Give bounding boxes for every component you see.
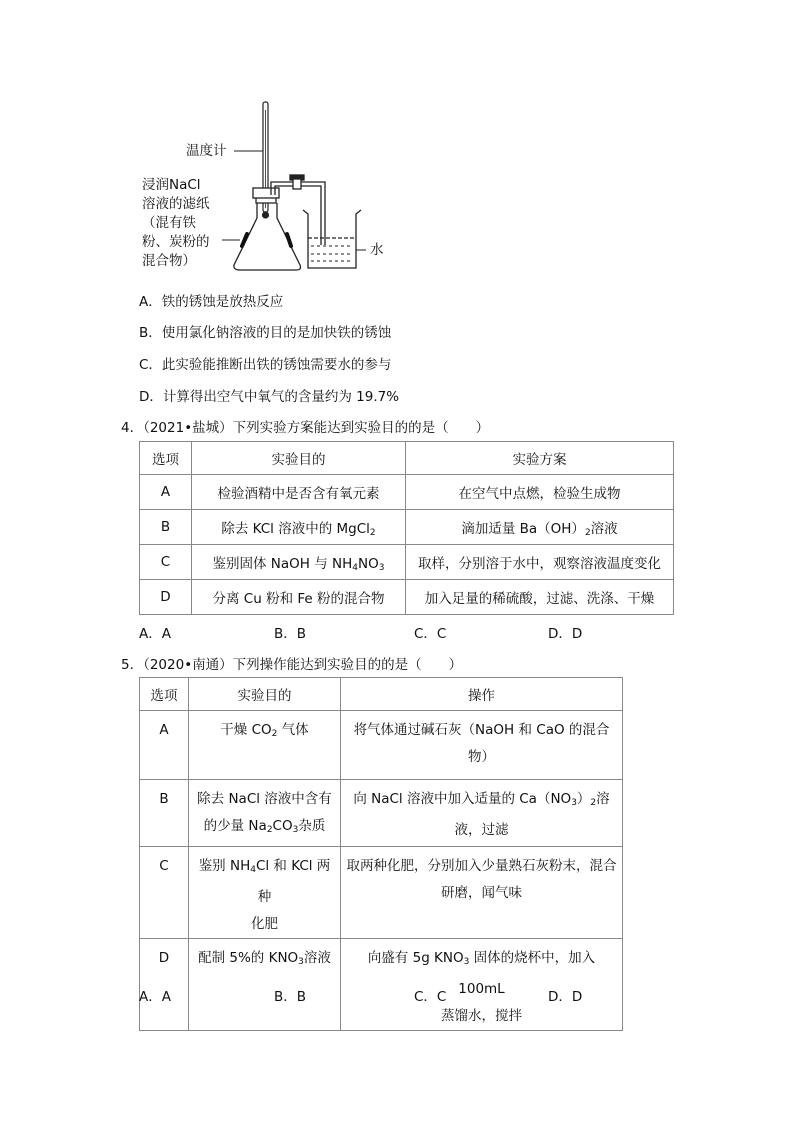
cell-option: A	[140, 711, 189, 780]
cell-operation: 取两种化肥，分别加入少量熟石灰粉末，混合 研磨，闻气味	[341, 847, 623, 939]
cell-goal: 分离 Cu 粉和 Fe 粉的混合物	[192, 580, 406, 615]
water-label: 水	[370, 242, 384, 258]
cell-operation: 将气体通过碱石灰（NaOH 和 CaO 的混合 物）	[341, 711, 623, 780]
conical-flask-icon	[234, 188, 301, 270]
thermometer-label: 温度计	[186, 143, 227, 159]
cell-goal: 检验酒精中是否含有氧元素	[192, 475, 406, 510]
cell-goal: 鉴别 $NH_4Cl$ 和 KCl 两种 化肥	[189, 847, 341, 939]
table-row	[140, 510, 674, 545]
cell-operation: 向盛有 5g $KNO_3$ 固体的烧杯中，加入 100mL 蒸馏水，搅拌	[341, 939, 623, 1031]
table-row	[140, 847, 623, 939]
header-goal: 实验目的	[192, 442, 406, 475]
q3-option-c: C．此实验能推断出铁的锈蚀需要水的参与	[139, 357, 392, 373]
cell-option: D	[140, 939, 189, 1031]
paper-label-line-5: 混合物）	[142, 253, 196, 269]
q5-choices	[139, 985, 582, 1005]
beaker-icon	[303, 210, 361, 268]
choice-d[interactable]: D．D	[548, 626, 583, 642]
table-header-row	[140, 442, 674, 475]
cell-option: C	[140, 545, 192, 580]
header-plan: 实验方案	[406, 442, 674, 475]
header-operation: 操作	[341, 678, 623, 711]
table-row	[140, 545, 674, 580]
filter-paper-icon	[242, 234, 291, 246]
table-header-row	[140, 678, 623, 711]
table-row	[140, 580, 674, 615]
cell-goal: 除去 KCl 溶液中的 MgCl$_2$	[192, 510, 406, 545]
paper-label-line-3: （混有铁	[142, 215, 196, 231]
header-option: 选项	[140, 678, 189, 711]
delivery-tube-icon	[271, 175, 325, 245]
table-row	[140, 711, 623, 780]
cell-operation: 向 NaCl 溶液中加入适量的 $Ca(NO_3)_2$溶 液，过滤	[341, 780, 623, 847]
paper-label-line-2: 溶液的滤纸	[142, 196, 210, 212]
cell-option: B	[140, 780, 189, 847]
cell-plan: 取样，分别溶于水中，观察溶液温度变化	[406, 545, 674, 580]
cell-option: B	[140, 510, 192, 545]
q3-option-d: D．计算得出空气中氧气的含量约为 19.7%	[139, 389, 400, 405]
header-goal: 实验目的	[189, 678, 341, 711]
paper-label-line-4: 粉、炭粉的	[142, 234, 210, 250]
cell-option: C	[140, 847, 189, 939]
cell-plan: 在空气中点燃，检验生成物	[406, 475, 674, 510]
q4-question: 4．（2021•盐城）下列实验方案能达到实验目的的是（ ）	[121, 420, 490, 436]
choice-b[interactable]: B．B	[274, 989, 307, 1005]
paper-label-line-1: 浸润NaCl	[142, 177, 201, 193]
cell-goal: 配制 5%的 $KNO_3$溶液	[189, 939, 341, 1031]
q5-table	[139, 677, 623, 1031]
q5-question: 5．（2020•南通）下列操作能达到实验目的的是（ ）	[121, 657, 463, 673]
q4-table	[139, 441, 674, 615]
q3-option-b: B．使用氯化钠溶液的目的是加快铁的锈蚀	[139, 325, 392, 341]
header-option: 选项	[140, 442, 192, 475]
cell-option: D	[140, 580, 192, 615]
choice-a[interactable]: A．A	[139, 989, 171, 1005]
cell-option: A	[140, 475, 192, 510]
cell-goal: 鉴别固体 NaOH 与 $NH_4NO_3$	[192, 545, 406, 580]
cell-plan: 滴加适量 $Ba(OH)_2$溶液	[406, 510, 674, 545]
table-row	[140, 475, 674, 510]
choice-a[interactable]: A．A	[139, 626, 171, 642]
choice-c[interactable]: C．C	[414, 989, 447, 1005]
q4-choices	[139, 622, 582, 642]
choice-c[interactable]: C．C	[414, 626, 447, 642]
cell-goal: 干燥 $CO_2$ 气体	[189, 711, 341, 780]
q3-option-a: A．铁的锈蚀是放热反应	[139, 294, 284, 310]
choice-d[interactable]: D．D	[548, 989, 583, 1005]
choice-b[interactable]: B．B	[274, 626, 307, 642]
cell-goal: 除去 NaCl 溶液中含有 的少量 $Na_2CO_3$杂质	[189, 780, 341, 847]
cell-plan: 加入足量的稀硫酸，过滤、洗涤、干燥	[406, 580, 674, 615]
table-row	[140, 780, 623, 847]
